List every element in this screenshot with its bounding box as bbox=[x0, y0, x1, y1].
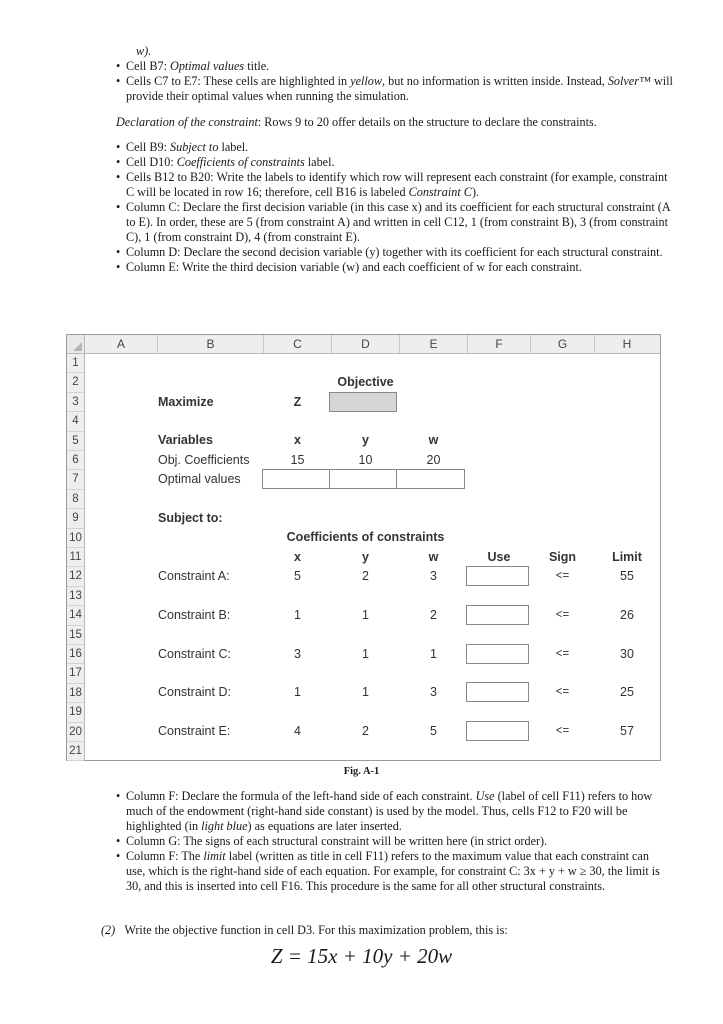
row-header[interactable]: 10 bbox=[67, 529, 84, 548]
step-text: (2) Write the objective function in cell D3. For this maximization problem, this is: bbox=[101, 923, 508, 937]
constraint-name: Constraint D: bbox=[158, 685, 231, 699]
constraint-coeff-x: 4 bbox=[294, 724, 301, 738]
bullet-column-c: • Column C: Declare the first decision variable (in this case x) and its coefficient for each structural constraint (A to E). In order, these are 5 (from constraint A) and written in cell C12, 1 (from constraint B), 3 (from constraint C), 1 (from constraint D), 4 (from constraint E). bbox=[116, 200, 670, 244]
bullet-column-e: • Column E: Write the third decision variable (w) and each coefficient of w for each constraint. bbox=[116, 260, 582, 274]
constraint-coeff-x: 1 bbox=[294, 608, 301, 622]
use-cell[interactable] bbox=[466, 566, 529, 586]
coeff-header-x: x bbox=[294, 550, 301, 564]
row-header[interactable]: 12 bbox=[67, 567, 84, 586]
var-x: x bbox=[294, 433, 301, 447]
row-header[interactable]: 16 bbox=[67, 645, 84, 664]
constraint-name: Constraint E: bbox=[158, 724, 231, 738]
row-header[interactable]: 15 bbox=[67, 626, 84, 645]
step-2 bbox=[101, 923, 691, 938]
constraint-coeff-y: 1 bbox=[362, 647, 369, 661]
constraint-coeff-x: 1 bbox=[294, 685, 301, 699]
z-label: Z bbox=[293, 395, 302, 409]
constraint-name: Constraint C: bbox=[158, 647, 231, 661]
row-header[interactable]: 21 bbox=[67, 742, 84, 761]
bullet-column-f-limit: • Column F: The limit label (written as title in cell F11) refers to the maximum value that each constraint can use, which is the right-hand side of each equation. For example, for constraint C: 3x + y + w ≥ 30, the limit is 30, and this is inserted into cell F16. This procedure is the same for all other structural constraints. bbox=[116, 849, 660, 893]
row-header[interactable]: 14 bbox=[67, 606, 84, 625]
optimal-value-y-cell[interactable] bbox=[329, 469, 397, 489]
row-header[interactable]: 8 bbox=[67, 490, 84, 509]
obj-coeff-w: 20 bbox=[426, 453, 441, 467]
coeff-header-w: w bbox=[428, 550, 439, 564]
top-text bbox=[116, 44, 676, 275]
row-header[interactable]: 20 bbox=[67, 723, 84, 742]
row-header[interactable]: 9 bbox=[67, 509, 84, 528]
objective-formula: Z = 15x + 10y + 20w bbox=[270, 944, 453, 968]
row-header-bar bbox=[67, 354, 85, 760]
constraint-sign: <= bbox=[555, 609, 570, 621]
row-header[interactable]: 5 bbox=[67, 432, 84, 451]
constraint-limit: 55 bbox=[620, 569, 634, 583]
row-header[interactable]: 7 bbox=[67, 470, 84, 489]
optimal-value-x-cell[interactable] bbox=[262, 469, 330, 489]
col-header-e[interactable]: E bbox=[400, 335, 468, 353]
row-header[interactable]: 2 bbox=[67, 373, 84, 392]
optimal-values-label: Optimal values bbox=[158, 472, 241, 486]
figure-caption: Fig. A-1 bbox=[343, 766, 380, 777]
row-header[interactable]: 1 bbox=[67, 354, 84, 373]
var-w: w bbox=[428, 433, 439, 447]
constraint-sign: <= bbox=[555, 686, 570, 698]
objective-label: Objective bbox=[337, 375, 394, 389]
coefficients-title: Coefficients of constraints bbox=[286, 530, 445, 544]
constraint-coeff-w: 2 bbox=[430, 608, 437, 622]
use-header: Use bbox=[487, 550, 511, 564]
constraint-coeff-x: 3 bbox=[294, 647, 301, 661]
bottom-text bbox=[116, 789, 661, 894]
col-header-g[interactable]: G bbox=[531, 335, 595, 353]
spreadsheet bbox=[66, 334, 661, 761]
limit-header: Limit bbox=[612, 550, 642, 564]
row-header[interactable]: 6 bbox=[67, 451, 84, 470]
constraint-sign: <= bbox=[555, 570, 570, 582]
obj-coeff-y: 10 bbox=[358, 453, 373, 467]
constraint-coeff-y: 2 bbox=[362, 724, 369, 738]
bullet-c7: • Cells C7 to E7: These cells are highlighted in yellow, but no information is written inside. Instead, Solver™ will provide their optimal values when running the simulation. bbox=[116, 74, 673, 103]
col-header-b[interactable]: B bbox=[158, 335, 264, 353]
constraint-sign: <= bbox=[555, 725, 570, 737]
constraint-coeff-y: 2 bbox=[362, 569, 369, 583]
use-cell[interactable] bbox=[466, 644, 529, 664]
objective-cell[interactable] bbox=[329, 392, 397, 412]
col-header-a[interactable]: A bbox=[85, 335, 158, 353]
col-header-f[interactable]: F bbox=[468, 335, 531, 353]
select-all-corner[interactable] bbox=[67, 335, 85, 353]
use-cell[interactable] bbox=[466, 721, 529, 741]
row-header[interactable]: 13 bbox=[67, 587, 84, 606]
constraint-coeff-y: 1 bbox=[362, 608, 369, 622]
constraint-name: Constraint B: bbox=[158, 608, 231, 622]
col-header-d[interactable]: D bbox=[332, 335, 400, 353]
constraint-coeff-w: 1 bbox=[430, 647, 437, 661]
bullet-b9: • Cell B9: Subject to label. bbox=[116, 140, 249, 154]
constraint-coeff-x: 5 bbox=[294, 569, 301, 583]
declaration-paragraph: Declaration of the constraint: Rows 9 to 20 offer details on the structure to declare the constraints. bbox=[116, 115, 597, 129]
constraint-limit: 26 bbox=[620, 608, 634, 622]
constraint-sign: <= bbox=[555, 648, 570, 660]
sign-header: Sign bbox=[548, 550, 577, 564]
bullet-b7: • Cell B7: Optimal values title. bbox=[116, 59, 270, 73]
constraint-coeff-y: 1 bbox=[362, 685, 369, 699]
bullet-column-d: • Column D: Declare the second decision variable (y) together with its coefficient for each structural constraint. bbox=[116, 245, 663, 259]
subject-to-label: Subject to: bbox=[158, 511, 223, 525]
col-header-c[interactable]: C bbox=[264, 335, 332, 353]
bullet-column-g: • Column G: The signs of each structural constraint will be written here (in strict order). bbox=[116, 834, 548, 848]
row-header[interactable]: 4 bbox=[67, 412, 84, 431]
variables-label: Variables bbox=[158, 433, 213, 447]
constraint-limit: 25 bbox=[620, 685, 634, 699]
use-cell[interactable] bbox=[466, 682, 529, 702]
row-header[interactable]: 17 bbox=[67, 664, 84, 683]
bullet-b12: • Cells B12 to B20: Write the labels to identify which row will represent each constraint (for example, constraint C will be located in row 16; therefore, cell B16 is labeled Constraint C). bbox=[116, 170, 668, 199]
constraint-coeff-w: 3 bbox=[430, 569, 437, 583]
constraint-limit: 57 bbox=[620, 724, 634, 738]
col-header-h[interactable]: H bbox=[622, 337, 632, 351]
column-header-bar bbox=[67, 335, 660, 354]
constraint-name: Constraint A: bbox=[158, 569, 230, 583]
constraint-limit: 30 bbox=[620, 647, 634, 661]
row-header[interactable]: 19 bbox=[67, 703, 84, 722]
row-header[interactable]: 11 bbox=[67, 548, 84, 567]
text-line: w). bbox=[136, 44, 152, 58]
maximize-label: Maximize bbox=[158, 395, 214, 409]
obj-coeff-x: 15 bbox=[290, 453, 305, 467]
row-header[interactable]: 18 bbox=[67, 684, 84, 703]
row-header[interactable]: 3 bbox=[67, 393, 84, 412]
use-cell[interactable] bbox=[466, 605, 529, 625]
bullet-d10: • Cell D10: Coefficients of constraints label. bbox=[116, 155, 335, 169]
bullet-column-f: • Column F: Declare the formula of the left-hand side of each constraint. Use (label of cell F11) refers to how much of the endowment (right-hand side constant) is used by the model. Thus, cells F12 to F20 will be highlighted (in light blue) as equations are later inserted. bbox=[116, 789, 653, 833]
coeff-header-y: y bbox=[362, 550, 369, 564]
constraint-coeff-w: 3 bbox=[430, 685, 437, 699]
optimal-value-w-cell[interactable] bbox=[396, 469, 465, 489]
obj-coeff-label: Obj. Coefficients bbox=[158, 453, 250, 467]
var-y: y bbox=[362, 433, 369, 447]
constraint-coeff-w: 5 bbox=[430, 724, 437, 738]
